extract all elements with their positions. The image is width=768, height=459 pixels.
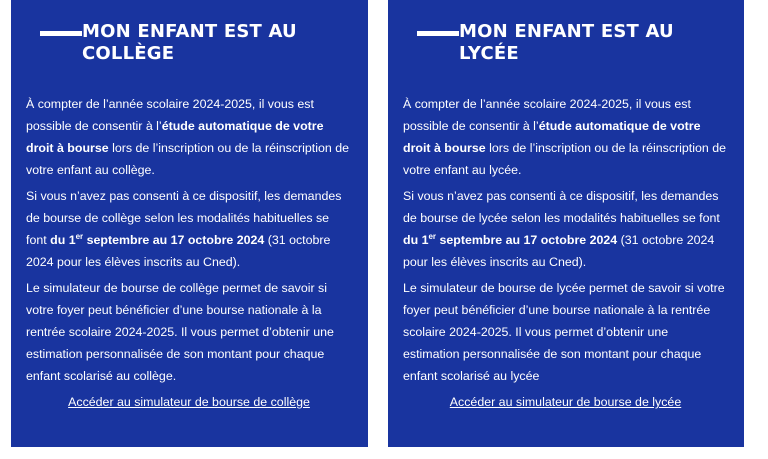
college-title-line1: MON ENFANT EST AU: [82, 21, 297, 42]
lycee-title: [459, 21, 729, 65]
college-heading: [26, 0, 352, 90]
lycee-p1-bold: étude automatique de votre droit à bourse: [403, 119, 701, 155]
title-dash-decoration: [417, 31, 459, 36]
college-card: [11, 0, 368, 447]
lycee-p2-text-end: (31 octobre 2024 pour les élèves inscrits au Cned).: [403, 233, 715, 269]
college-p1-text: À compter de l’année scolaire 2024-2025, il vous est possible de consentir à l’: [26, 97, 314, 133]
college-paragraph-simulator: Le simulateur de bourse de collège permet de savoir si votre foyer peut bénéficier d’une bourse nationale à la rentrée scolaire 2024-2025. Il vous permet d’obtenir une estimation personnalisée de son montant pour chaque enfant scolarisé au collège.: [26, 281, 334, 383]
lycee-card: [388, 0, 744, 447]
college-p1-bold: étude automatique de votre droit à bourse: [26, 119, 324, 155]
lycee-p2-bold-dates: [403, 233, 617, 247]
college-p2-bold-start: du 1: [50, 233, 76, 247]
lycee-p2-text: Si vous n’avez pas consenti à ce dispositif, les demandes de bourse de lycée selon les modalités habituelles se font: [403, 189, 720, 225]
college-p1-text-end: lors de l’inscription ou de la réinscription de votre enfant au collège.: [26, 141, 349, 177]
college-paragraph-dates: [26, 185, 352, 273]
college-simulator-link[interactable]: Accéder au simulateur de bourse de collège: [68, 395, 310, 409]
college-paragraph-consent: [26, 93, 352, 181]
lycee-p1-text-end: lors de l’inscription ou de la réinscription de votre enfant au lycée.: [403, 141, 726, 177]
lycee-p2-bold-end: septembre au 17 octobre 2024: [436, 233, 618, 247]
lycee-paragraph-dates: [403, 185, 728, 273]
college-p2-text-end: (31 octobre 2024 pour les élèves inscrits au Cned).: [26, 233, 331, 269]
lycee-p2-bold-start: du 1: [403, 233, 429, 247]
lycee-heading: [403, 0, 728, 90]
lycee-p1-text: À compter de l’année scolaire 2024-2025, il vous est possible de consentir à l’: [403, 97, 691, 133]
college-p2-bold-end: septembre au 17 octobre 2024: [83, 233, 265, 247]
college-p2-sup: er: [75, 231, 84, 241]
lycee-paragraph-simulator: Le simulateur de bourse de lycée permet de savoir si votre foyer peut bénéficier d’une bourse nationale à la rentrée scolaire 2024-2025. Il vous permet d’obtenir une estimation personnalisée de son montant pour chaque enfant scolarisé au lycée: [403, 281, 725, 383]
college-title-line2: COLLÈGE: [82, 43, 175, 64]
college-p2-text: Si vous n’avez pas consenti à ce dispositif, les demandes de bourse de collège selon les modalités habituelles se font: [26, 189, 342, 247]
lycee-p2-sup: er: [428, 231, 437, 241]
college-p2-bold-dates: [50, 233, 264, 247]
lycee-title-line2: LYCÉE: [459, 43, 519, 64]
title-dash-decoration: [40, 31, 82, 36]
lycee-paragraph-consent: [403, 93, 728, 181]
college-title: [82, 21, 352, 65]
lycee-title-line1: MON ENFANT EST AU: [459, 21, 674, 42]
lycee-simulator-link[interactable]: Accéder au simulateur de bourse de lycée: [449, 395, 682, 409]
